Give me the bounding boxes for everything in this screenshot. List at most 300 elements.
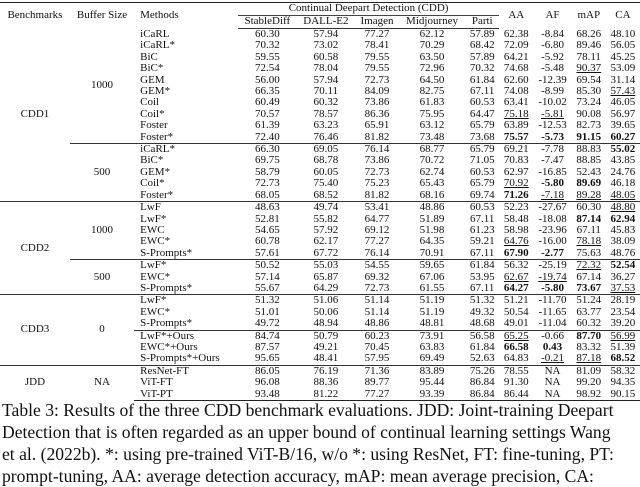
cell-value: 54.65 [254,223,280,236]
cell-value: 72.32 [576,259,602,272]
cell-value: 69.05 [313,143,339,156]
caption-line: et al. (2022b). *: using pre-trained ViT-B/16, w/o *: using ResNet, FT: fine-tuning, PT: [2,444,614,464]
cell-value: 60.78 [254,235,280,248]
cell-value: -6.80 [541,39,564,52]
cell-value: 50.52 [254,259,280,272]
method-cell: BiC* [140,62,164,75]
map-cell [572,132,606,144]
cell-value: -19.74 [538,270,567,283]
table-caption [2,399,640,487]
cell-value: 69.49 [419,352,445,365]
cell-value: 91.30 [503,376,529,389]
method-cell: iCaRL* [140,39,175,52]
cell-value: -18.08 [538,212,567,225]
method-cell: LwF*+Ours [134,330,238,342]
cell-value: 73.67 [576,281,602,294]
cell-value: 72.96 [419,62,445,75]
cell-value: -2.77 [541,246,564,259]
cell-value: 55.67 [254,281,280,294]
cell-value: 65.87 [313,270,339,283]
cell-value: 56.58 [469,329,495,342]
cell-value: 37.53 [610,281,636,294]
cell-value: 79.55 [364,62,390,75]
cell-value: 51.24 [576,294,602,307]
cell-value: 65.91 [364,119,390,132]
af-cell [533,190,571,202]
buffer-size-cell: 500 [70,144,134,202]
aa-cell [499,283,533,295]
cell-value: 63.89 [503,119,529,132]
cell-value: 62.94 [610,212,636,225]
cell-value: 66.30 [254,143,280,156]
cell-value: 51.32 [254,294,280,307]
cell-value: 70.29 [419,39,445,52]
cell-value: 73.48 [419,130,445,143]
cell-value: 52.54 [610,259,636,272]
cell-value: 56.97 [610,107,636,120]
cell-value: 87.14 [576,212,602,225]
af-cell [533,353,571,365]
method-cell: EWC* [140,235,171,248]
cell-value: -7.78 [541,143,564,156]
method-cell: LwF [134,202,238,214]
cell-value: 67.14 [576,270,602,283]
cell-value: 89.46 [576,39,602,52]
cell-value: 36.27 [610,270,636,283]
cell-value: 70.72 [419,154,445,167]
cell-value: 63.41 [503,96,529,109]
cell-value: 65.79 [469,143,495,156]
cell-value: -8.84 [541,27,564,40]
cell-value: 59.21 [469,235,495,248]
cell-value: 60.53 [469,96,495,109]
cell-value: 48.94 [313,317,339,330]
cell-value: 72.73 [254,177,280,190]
method-cell: iCaRL* [134,144,238,156]
cell-value: 24.76 [610,165,636,178]
cell-value: 99.20 [576,376,602,389]
method-cell: GEM* [140,165,171,178]
stablediff-cell [238,353,297,365]
cell-value: 50.79 [313,329,339,342]
midjourney-cell [399,283,465,295]
method-cell: EWC* [140,305,171,318]
cell-value: 86.44 [503,387,529,400]
cell-value: 65.79 [469,119,495,132]
cell-value: 76.14 [364,143,390,156]
cell-value: 78.57 [313,107,339,120]
benchmark-cell: JDD [0,365,70,400]
cell-value: 61.84 [469,340,495,353]
cell-value: 48.41 [313,352,339,365]
cell-value: 87.18 [576,352,602,365]
stablediff-cell [238,318,297,330]
cell-value: 90.15 [610,387,636,400]
cell-value: 68.42 [469,39,495,52]
cell-value: -5.48 [541,62,564,75]
cell-value: 69.54 [576,73,602,86]
cell-value: -0.66 [541,329,564,342]
method-cell: LwF* [134,295,238,307]
dalle2-cell [297,318,355,330]
cell-value: -11.65 [538,305,567,318]
cell-value: 75.26 [469,364,495,377]
imagen-cell [355,132,399,144]
cell-value: 48.68 [469,317,495,330]
cell-value: 74.08 [503,85,529,98]
cell-value: 70.11 [313,85,339,98]
cell-value: 67.72 [313,246,339,259]
imagen-cell [355,283,399,295]
parti-cell [465,318,499,330]
parti-cell [465,248,499,260]
cell-value: 62.67 [503,270,529,283]
cell-value: 70.45 [364,340,390,353]
cell-value: -16.00 [538,235,567,248]
cell-value: -16.85 [538,165,567,178]
cell-value: 58.32 [610,364,636,377]
cell-value: 56.00 [254,73,280,86]
cell-value: 81.82 [364,188,390,201]
cell-value: 64.27 [503,281,529,294]
method-cell: ViT-PT [134,389,238,401]
cell-value: 72.73 [364,281,390,294]
cell-value: 81.09 [576,364,602,377]
cell-value: 48.10 [610,27,636,40]
cell-value: 69.32 [364,270,390,283]
cell-value: 89.69 [576,177,602,190]
buffer-size-cell: NA [70,365,134,400]
cell-value: 58.48 [503,212,529,225]
ca-cell [606,190,640,202]
cell-value: 57.92 [313,223,339,236]
cell-value: 62.17 [313,235,339,248]
cell-value: 73.91 [419,329,445,342]
cell-value: 87.57 [254,340,280,353]
cell-value: 64.77 [364,212,390,225]
header-methods: Methods [134,3,238,29]
cell-value: 75.23 [364,177,390,190]
header-benchmarks: Benchmarks [0,3,70,29]
cell-value: 49.74 [313,201,339,214]
cell-value: 63.50 [419,50,445,63]
cell-value: 61.39 [254,119,280,132]
cell-value: 72.73 [364,73,390,86]
cell-value: 67.11 [470,212,495,225]
benchmark-cell: CDD1 [20,108,50,121]
cell-value: 65.43 [419,177,445,190]
cell-value: 86.05 [254,364,280,377]
cell-value: 75.95 [419,107,445,120]
cell-value: 90.37 [576,62,602,75]
cell-value: 66.35 [254,85,280,98]
cell-value: 66.58 [503,340,529,353]
cell-value: 49.32 [469,305,495,318]
cell-value: 51.19 [419,294,445,307]
cell-value: -12.39 [538,73,567,86]
method-cell: S-Prompts*+Ours [140,352,220,365]
method-cell: iCaRL [140,27,170,40]
cell-value: 98.92 [576,387,602,400]
method-cell: LwF* [140,212,167,225]
method-cell: Coil [140,96,160,109]
header-buffer-size: Buffer Size [70,3,134,29]
cell-value: 55.82 [313,212,339,225]
af-cell [533,248,571,260]
cell-value: 64.47 [469,107,495,120]
dalle2-cell [297,353,355,365]
cell-value: 23.54 [610,305,636,318]
midjourney-cell [399,248,465,260]
method-cell: Coil* [140,177,165,190]
aa-cell [499,132,533,144]
cell-value: 64.76 [503,235,529,248]
cell-value: 84.74 [254,329,280,342]
cell-value: 68.16 [419,188,445,201]
method-cell: S-Prompts* [140,281,193,294]
cell-value: 61.84 [469,259,495,272]
method-cell: EWC [140,223,165,236]
cell-value: 86.84 [469,387,495,400]
cell-value: 55.03 [313,259,339,272]
cell-value: 70.83 [503,154,529,167]
cell-value: 48.86 [419,201,445,214]
method-cell: EWC* [140,270,171,283]
dalle2-cell [297,248,355,260]
cell-value: 52.23 [503,201,529,214]
header-parti: Parti [465,16,499,29]
cell-value: 73.02 [313,39,339,52]
cell-value: 48.80 [610,201,636,214]
cell-value: -5.81 [541,107,564,120]
cell-value: 62.38 [503,27,529,40]
cell-value: 62.74 [419,165,445,178]
header-imagen: Imagen [355,16,399,29]
parti-cell [465,132,499,144]
cell-value: 46.05 [610,96,636,109]
cell-value: 50.54 [503,305,529,318]
cell-value: 71.26 [503,188,529,201]
af-cell [533,132,571,144]
header-dalle2: DALL-E2 [297,16,355,29]
method-cell: Foster* [140,130,174,143]
cell-value: 89.28 [576,188,602,201]
cell-value: 68.52 [610,352,636,365]
cell-value: NA [544,387,561,400]
cell-value: 51.06 [313,294,339,307]
ca-cell [606,283,640,295]
aa-cell [499,318,533,330]
cell-value: 85.30 [576,85,602,98]
header-stablediff: StableDiff [238,16,297,29]
cell-value: 57.14 [254,270,280,283]
cell-value: 67.11 [576,223,601,236]
cell-value: 78.18 [576,235,602,248]
midjourney-cell [399,190,465,202]
cell-value: 45.25 [610,50,636,63]
cell-value: 67.06 [419,270,445,283]
cell-value: 58.98 [503,223,529,236]
cell-value: 67.90 [503,246,529,259]
cell-value: 48.86 [364,317,390,330]
cell-value: 53.41 [364,201,390,214]
cell-value: 51.14 [364,294,390,307]
method-cell: EWC*+Ours [140,340,198,353]
cell-value: 48.05 [610,188,636,201]
header-map: mAP [572,3,606,29]
method-cell: ViT-FT [140,376,173,389]
cell-value: 78.41 [364,39,390,52]
table-body [0,29,640,401]
cell-value: 71.36 [364,364,390,377]
cell-value: 65.79 [469,177,495,190]
imagen-cell [355,248,399,260]
cell-value: 68.78 [313,154,339,167]
cell-value: 38.09 [610,235,636,248]
cell-value: 59.65 [419,259,445,272]
cell-value: 70.92 [503,177,529,190]
imagen-cell [355,353,399,365]
cell-value: -7.18 [541,188,564,201]
cell-value: 53.09 [610,62,636,75]
cell-value: 51.89 [419,212,445,225]
cell-value: 39.20 [610,317,636,330]
cell-value: 60.30 [576,201,602,214]
header-midjourney: Midjourney [399,16,465,29]
cell-value: 88.83 [576,143,602,156]
af-cell [533,283,571,295]
cell-value: 57.89 [469,28,495,40]
method-cell: ResNet-FT [134,365,238,377]
cell-value: 65.25 [503,329,529,342]
cell-value: 68.05 [254,188,280,201]
cell-value: 64.21 [503,50,529,63]
cell-value: 64.50 [419,73,445,86]
cell-value: 57.89 [469,50,495,63]
cell-value: -7.47 [541,154,564,167]
parti-cell [465,190,499,202]
cell-value: 51.01 [254,305,280,318]
cell-value: 56.05 [610,39,636,52]
cell-value: 28.19 [610,294,636,307]
dalle2-cell [297,190,355,202]
cell-value: 57.43 [610,85,636,98]
cell-value: 67.11 [470,246,495,259]
cell-value: 89.77 [364,376,390,389]
cell-value: 77.27 [364,28,390,40]
cell-value: 50.06 [313,305,339,318]
cell-value: 72.09 [503,39,529,52]
cell-value: 68.52 [313,188,339,201]
cell-value: 71.05 [469,154,495,167]
cell-value: 57.95 [364,352,390,365]
cell-value: 64.29 [313,281,339,294]
cell-value: 49.01 [503,317,529,330]
cell-value: 69.21 [503,143,529,156]
cell-value: 83.89 [419,364,445,377]
cell-value: 60.23 [364,329,390,342]
cell-value: 52.63 [469,352,495,365]
cell-value: 96.08 [254,376,280,389]
buffer-size-cell: 0 [70,295,134,365]
map-cell [572,283,606,295]
cell-value: -11.04 [538,317,567,330]
cell-value: -10.02 [538,96,567,109]
cell-value: 78.11 [576,50,601,63]
cell-value: 79.55 [364,50,390,63]
cell-value: 78.55 [503,364,529,377]
cell-value: 77.27 [364,235,390,248]
cell-value: 82.73 [576,119,602,132]
cell-value: -27.67 [538,201,567,214]
af-cell [533,318,571,330]
cell-value: 62.12 [419,28,445,40]
cell-value: -5.80 [541,177,564,190]
cell-value: 0.43 [542,340,563,353]
cell-value: 94.35 [610,376,636,389]
caption-line: Detection that is often regarded as an upper bound of continual learning settings Wang [2,422,611,442]
cell-value: 60.05 [313,165,339,178]
cell-value: 86.84 [469,376,495,389]
cell-value: 31.14 [610,73,636,86]
cell-value: 64.83 [503,352,529,365]
ca-cell [606,318,640,330]
cell-value: 45.83 [610,223,636,236]
cell-value: 56.99 [610,329,636,342]
cell-value: 84.09 [364,85,390,98]
method-cell: BiC* [140,154,164,167]
method-cell: GEM* [140,85,171,98]
ca-cell [606,248,640,260]
cell-value: NA [544,364,561,377]
cell-value: 60.30 [254,28,280,40]
cell-value: -12.53 [538,119,567,132]
stablediff-cell [238,132,297,144]
ca-cell [606,353,640,365]
cell-value: 91.15 [576,130,602,143]
cell-value: 73.86 [364,154,390,167]
cell-value: 68.26 [576,27,602,40]
cell-value: 48.81 [419,317,445,330]
cell-value: 61.23 [469,223,495,236]
cell-value: 67.11 [470,281,495,294]
cell-value: 75.57 [503,130,529,143]
cell-value: 57.61 [254,246,280,259]
results-table [0,2,640,401]
cell-value: 51.14 [364,305,390,318]
cell-value: 57.94 [313,73,339,86]
cell-value: 52.81 [254,212,280,225]
buffer-size-cell: 1000 [91,79,114,92]
method-cell: S-Prompts* [140,246,193,259]
buffer-size-cell: 1000 [70,202,134,260]
method-cell: LwF* [134,260,238,272]
cell-value: 46.18 [610,177,636,190]
imagen-cell [355,190,399,202]
cell-value: 56.32 [503,259,529,272]
cell-value: 76.46 [313,130,339,143]
cell-value: 43.85 [610,154,636,167]
cell-value: 86.36 [364,107,390,120]
cell-value: 70.32 [469,62,495,75]
cell-value: 61.83 [419,96,445,109]
cell-value: 76.14 [364,246,390,259]
cell-value: 75.40 [313,177,339,190]
cell-value: NA [544,376,561,389]
cell-value: 58.79 [254,165,280,178]
header-cdd-group: Continual Deepart Detection (CDD) [238,3,499,16]
cell-value: 70.91 [419,246,445,259]
